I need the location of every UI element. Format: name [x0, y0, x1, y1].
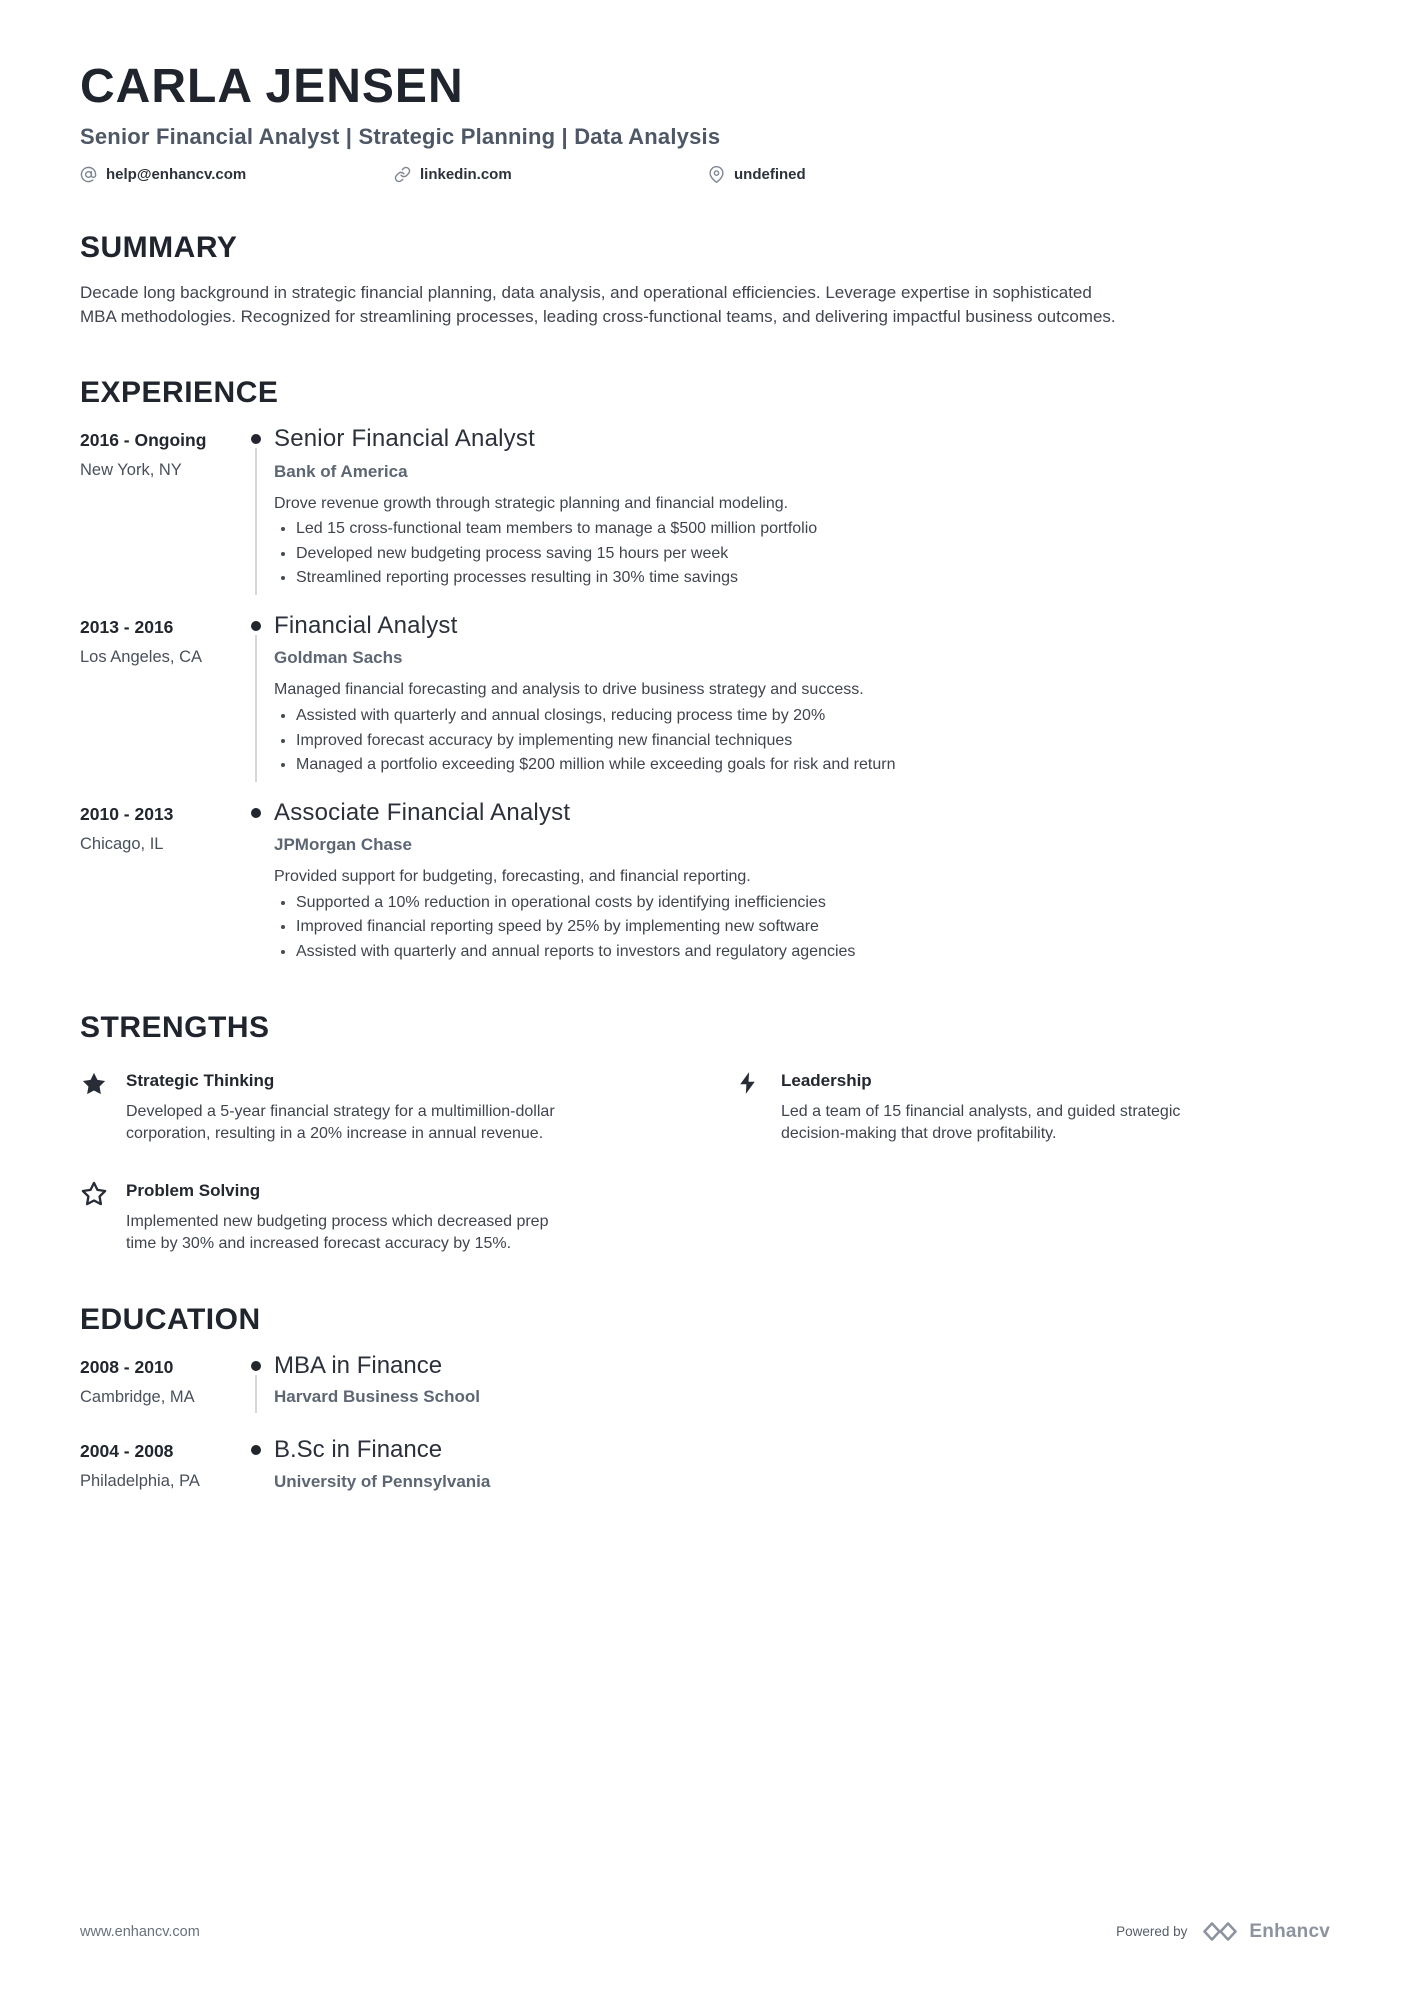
- education-dates: 2008 - 2010: [80, 1356, 174, 1377]
- experience-company: Bank of America: [274, 461, 408, 481]
- experience-bullet: Improved financial reporting speed by 25% by implementing new software: [274, 916, 1330, 938]
- experience-description: Provided support for budgeting, forecasting, and financial reporting.: [274, 868, 751, 886]
- strength-content: [781, 1069, 1330, 1145]
- education-item-2: [80, 1437, 1330, 1521]
- experience-bullet: Developed new budgeting process saving 15 hours per week: [274, 543, 1330, 565]
- experience-meta: [80, 426, 238, 589]
- experience-body: [274, 613, 1330, 776]
- experience-bullet: Improved forecast accuracy by implementing new financial techniques: [274, 730, 1330, 752]
- experience-bullet: Streamlined reporting processes resulting in 30% time savings: [274, 567, 1330, 589]
- experience-item-3: [80, 800, 1330, 963]
- timeline-gutter: [238, 1437, 274, 1491]
- experience-company: JPMorgan Chase: [274, 835, 412, 855]
- experience-dates: 2013 - 2016: [80, 617, 174, 638]
- experience-description: Managed financial forecasting and analysis to drive business strategy and success.: [274, 681, 864, 699]
- experience-role: Associate Financial Analyst: [274, 798, 571, 826]
- location-pin-icon: [708, 166, 725, 183]
- star-outline-icon: [80, 1179, 126, 1213]
- education-degree: B.Sc in Finance: [274, 1436, 443, 1464]
- page-footer: [80, 1920, 1330, 1943]
- experience-bullet: Managed a portfolio exceeding $200 million while exceeding goals for risk and return: [274, 754, 1330, 776]
- experience-bullet: Supported a 10% reduction in operational costs by identifying inefficiencies: [274, 892, 1330, 914]
- education-dates: 2004 - 2008: [80, 1441, 174, 1462]
- education-school: University of Pennsylvania: [274, 1471, 491, 1491]
- experience-body: [274, 800, 1330, 963]
- contact-location-text: undefined: [734, 166, 806, 184]
- experience-body: [274, 426, 1330, 589]
- experience-meta: [80, 800, 238, 963]
- experience-dates: 2010 - 2013: [80, 803, 174, 824]
- experience-company: Goldman Sachs: [274, 648, 403, 668]
- timeline-line: [255, 1375, 257, 1413]
- strength-text: Developed a 5-year financial strategy for a multimillion-dollar corporation, resulting in a 20% increase in annual revenue.: [126, 1102, 555, 1142]
- summary-text: Decade long background in strategic financial planning, data analysis, and operational efficiencies. Leverage expertise in sophisticated MBA methodologies. Recognized for streamlining processes, leading cross-functional teams, and delivering impactful business outcomes.: [80, 283, 1116, 326]
- contact-linkedin-text: linkedin.com: [420, 166, 512, 184]
- candidate-title: Senior Financial Analyst | Strategic Planning | Data Analysis: [80, 124, 721, 150]
- powered-by-label: Powered by: [1116, 1924, 1188, 1939]
- candidate-name: CARLA JENSEN: [80, 60, 464, 113]
- timeline-gutter: [238, 800, 274, 963]
- experience-location: Chicago, IL: [80, 834, 164, 853]
- summary-heading: SUMMARY: [80, 231, 238, 265]
- summary-section: [80, 231, 1330, 328]
- experience-role: Financial Analyst: [274, 612, 458, 640]
- strengths-heading: STRENGTHS: [80, 1010, 270, 1044]
- timeline-dot: [251, 1445, 261, 1455]
- resume-header: [80, 62, 1330, 183]
- contact-location: [708, 166, 1022, 183]
- strength-title: Strategic Thinking: [126, 1070, 275, 1090]
- contact-linkedin[interactable]: [394, 166, 708, 183]
- contact-row: [80, 166, 1330, 183]
- experience-dates: 2016 - Ongoing: [80, 430, 207, 451]
- experience-section: [80, 376, 1330, 962]
- enhancv-brand-text[interactable]: Enhancv: [1249, 1920, 1330, 1942]
- footer-website-link[interactable]: www.enhancv.com: [80, 1923, 200, 1940]
- experience-meta: [80, 613, 238, 776]
- timeline-gutter: [238, 426, 274, 589]
- education-meta: [80, 1353, 238, 1407]
- experience-item-2: [80, 613, 1330, 800]
- experience-description: Drove revenue growth through strategic planning and financial modeling.: [274, 494, 789, 512]
- timeline-dot: [251, 1361, 261, 1371]
- education-location: Cambridge, MA: [80, 1387, 195, 1406]
- experience-timeline: [80, 426, 1330, 962]
- education-body: [274, 1353, 1330, 1407]
- strength-title: Problem Solving: [126, 1180, 261, 1200]
- timeline-gutter: [238, 613, 274, 776]
- experience-bullets: [274, 892, 1330, 963]
- education-section: [80, 1303, 1330, 1522]
- strength-strategic-thinking: [80, 1069, 675, 1145]
- education-body: [274, 1437, 1330, 1491]
- experience-bullets: [274, 518, 1330, 589]
- education-meta: [80, 1437, 238, 1491]
- strength-problem-solving: [80, 1179, 675, 1255]
- experience-heading: EXPERIENCE: [80, 376, 279, 410]
- timeline-dot: [251, 434, 261, 444]
- timeline-line: [255, 635, 257, 782]
- link-icon: [394, 166, 411, 183]
- at-sign-icon: [80, 166, 97, 183]
- experience-item-1: [80, 426, 1330, 613]
- experience-bullet: Assisted with quarterly and annual closings, reducing process time by 20%: [274, 705, 1330, 727]
- lightning-icon: [735, 1069, 781, 1101]
- strength-title: Leadership: [781, 1070, 872, 1090]
- experience-bullet: Assisted with quarterly and annual reports to investors and regulatory agencies: [274, 941, 1330, 963]
- education-heading: EDUCATION: [80, 1302, 261, 1336]
- experience-location: New York, NY: [80, 461, 182, 480]
- experience-bullet: Led 15 cross-functional team members to manage a $500 million portfolio: [274, 518, 1330, 540]
- timeline-line: [255, 448, 257, 595]
- education-item-1: [80, 1353, 1330, 1437]
- education-school: Harvard Business School: [274, 1387, 480, 1407]
- education-location: Philadelphia, PA: [80, 1472, 200, 1491]
- powered-by: [1116, 1920, 1330, 1943]
- strength-leadership: [735, 1069, 1330, 1145]
- experience-role: Senior Financial Analyst: [274, 425, 535, 453]
- contact-email-text: help@enhancv.com: [106, 166, 247, 184]
- strengths-grid: [80, 1069, 1330, 1255]
- strength-text: Implemented new budgeting process which decreased prep time by 30% and increased forecast accuracy by 15%.: [126, 1212, 549, 1252]
- experience-bullets: [274, 705, 1330, 776]
- timeline-gutter: [238, 1353, 274, 1407]
- star-filled-icon: [80, 1069, 126, 1103]
- timeline-dot: [251, 621, 261, 631]
- experience-location: Los Angeles, CA: [80, 648, 202, 667]
- enhancv-logo-icon: [1201, 1920, 1239, 1943]
- timeline-dot: [251, 808, 261, 818]
- strength-content: [126, 1069, 675, 1145]
- strength-text: Led a team of 15 financial analysts, and guided strategic decision-making that drove profitability.: [781, 1102, 1181, 1142]
- education-timeline: [80, 1353, 1330, 1522]
- education-degree: MBA in Finance: [274, 1351, 443, 1379]
- strengths-section: [80, 1011, 1330, 1255]
- strength-content: [126, 1179, 675, 1255]
- contact-email[interactable]: [80, 166, 394, 183]
